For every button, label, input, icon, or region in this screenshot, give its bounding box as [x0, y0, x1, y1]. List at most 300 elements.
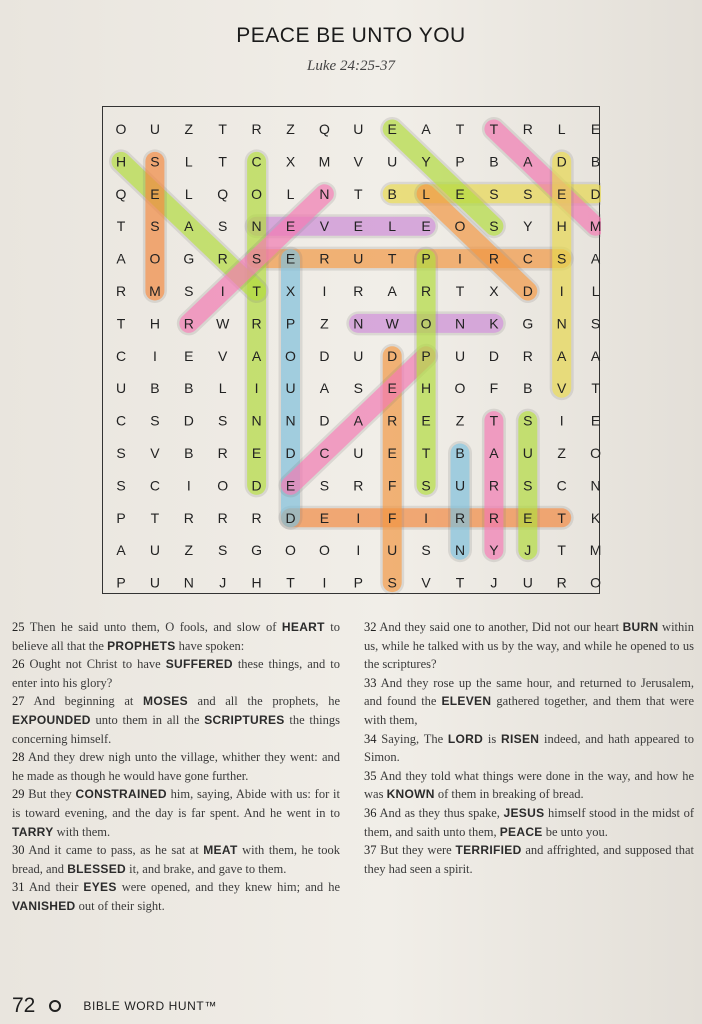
grid-letter[interactable]: M — [589, 218, 601, 235]
grid-letter[interactable]: N — [454, 542, 466, 559]
grid-letter[interactable]: L — [388, 218, 397, 235]
grid-letter[interactable]: T — [591, 380, 600, 397]
verse-text: be unto you. — [542, 824, 608, 839]
hidden-word: CONSTRAINED — [75, 787, 167, 802]
grid-letter[interactable]: Z — [557, 445, 566, 461]
grid-letter[interactable]: R — [251, 509, 262, 526]
grid-letter[interactable]: S — [218, 542, 228, 559]
grid-letter[interactable]: E — [285, 218, 296, 235]
hidden-word: BURN — [622, 620, 659, 634]
hidden-word: SUFFERED — [165, 657, 233, 672]
grid-letter[interactable]: R — [251, 121, 262, 137]
grid-letter[interactable]: Q — [318, 121, 330, 137]
grid-letter[interactable]: T — [557, 542, 566, 559]
verse — [364, 674, 694, 730]
verse-number: 32 — [364, 620, 377, 634]
grid-letter[interactable]: N — [556, 315, 567, 332]
grid-letter[interactable]: I — [356, 509, 361, 526]
grid-letter[interactable]: A — [590, 250, 601, 267]
grid-letter[interactable]: P — [116, 509, 126, 526]
grid-letter[interactable]: J — [490, 574, 498, 591]
word-search-svg — [103, 107, 601, 595]
grid-letter[interactable]: S — [590, 315, 601, 332]
verse-number: 36 — [364, 805, 377, 820]
grid-letter[interactable]: U — [353, 250, 364, 267]
grid-letter[interactable]: A — [116, 250, 126, 267]
grid-letter[interactable]: Z — [184, 121, 194, 137]
verse-text: Ought not Christ to have — [24, 657, 166, 672]
grid-letter[interactable]: R — [421, 283, 432, 299]
grid-letter[interactable]: B — [184, 380, 194, 397]
verse-text: the things concerning himself. — [12, 712, 340, 746]
grid-letter[interactable]: T — [116, 315, 126, 332]
grid-letter[interactable]: V — [353, 153, 363, 170]
verse — [12, 878, 340, 915]
grid-letter[interactable]: S — [387, 574, 397, 591]
grid-letter[interactable]: O — [251, 185, 263, 202]
grid-letter[interactable]: A — [251, 347, 262, 364]
grid-letter[interactable]: H — [115, 153, 127, 170]
grid-letter[interactable]: U — [454, 477, 466, 494]
verses-left-column — [12, 618, 340, 916]
grid-letter[interactable]: S — [150, 412, 160, 429]
grid-letter[interactable]: Q — [217, 185, 229, 202]
verse-number: 27 — [12, 694, 25, 709]
grid-letter[interactable]: Q — [115, 185, 127, 202]
grid-letter[interactable]: Z — [455, 412, 465, 429]
grid-letter[interactable]: G — [251, 542, 263, 559]
grid-letter[interactable]: P — [353, 574, 363, 591]
grid-letter[interactable]: C — [115, 412, 127, 429]
grid-letter[interactable]: V — [150, 445, 160, 461]
grid-letter[interactable]: E — [387, 445, 397, 461]
grid-letter[interactable]: E — [285, 250, 296, 267]
verse-number: 25 — [12, 620, 25, 634]
grid-letter[interactable]: U — [115, 380, 127, 397]
verse-number: 30 — [12, 843, 25, 858]
grid-letter[interactable]: U — [522, 574, 533, 591]
grid-letter[interactable]: D — [183, 412, 194, 429]
grid-letter[interactable]: J — [219, 574, 227, 591]
grid-letter[interactable]: U — [353, 121, 364, 137]
verse — [364, 730, 694, 767]
grid-letter[interactable]: T — [252, 283, 261, 299]
verse — [364, 767, 694, 804]
verse — [364, 841, 694, 878]
grid-letter[interactable]: Y — [489, 542, 499, 559]
verse — [364, 804, 694, 841]
word-highlight — [494, 129, 596, 226]
hidden-word: SCRIPTURES — [204, 712, 285, 727]
grid-letter[interactable]: E — [251, 445, 262, 461]
grid-letter[interactable]: B — [523, 380, 533, 397]
grid-letter[interactable]: I — [559, 412, 564, 429]
hidden-word: PROPHETS — [107, 638, 176, 653]
grid-letter[interactable]: U — [149, 542, 160, 559]
grid-letter[interactable]: S — [218, 412, 228, 429]
hidden-word: BLESSED — [67, 861, 126, 876]
grid-letter[interactable]: N — [183, 574, 194, 591]
grid-letter[interactable]: Z — [320, 315, 329, 332]
grid-letter[interactable]: S — [116, 445, 126, 461]
grid-letter[interactable]: S — [353, 380, 363, 397]
grid-letter[interactable]: B — [387, 185, 397, 202]
book-name: BIBLE WORD HUNT™ — [83, 999, 217, 1013]
verse-text: him, saying, Abide with us: for it is toward evening, and the day is far spent. And he went in to — [12, 787, 340, 820]
verse-text: and affrighted, and supposed that they had seen a spirit. — [364, 843, 694, 876]
grid-letter[interactable]: L — [591, 283, 600, 299]
grid-letter[interactable]: D — [488, 347, 499, 364]
verse-text: But they — [24, 787, 76, 802]
grid-letter[interactable]: I — [356, 542, 361, 559]
grid-letter[interactable]: V — [218, 347, 228, 364]
grid-letter[interactable]: I — [559, 283, 564, 299]
grid-letter[interactable]: R — [353, 477, 364, 494]
grid-letter[interactable]: U — [522, 445, 533, 461]
grid-letter[interactable]: V — [319, 218, 330, 235]
grid-letter[interactable]: N — [319, 185, 330, 202]
grid-letter[interactable]: T — [489, 412, 499, 429]
grid-letter[interactable]: T — [387, 250, 397, 267]
grid-letter[interactable]: S — [489, 185, 499, 202]
grid-letter[interactable]: U — [353, 347, 364, 364]
grid-letter[interactable]: B — [150, 380, 160, 397]
grid-letter[interactable]: R — [183, 509, 194, 526]
grid-letter[interactable]: X — [285, 153, 296, 170]
grid-letter[interactable]: T — [286, 574, 295, 591]
grid-letter[interactable]: R — [488, 509, 499, 526]
grid-letter[interactable]: U — [353, 445, 364, 461]
grid-letter[interactable]: U — [149, 574, 160, 591]
grid-letter[interactable]: O — [590, 574, 601, 591]
grid-letter[interactable]: R — [217, 445, 228, 461]
grid-letter[interactable]: O — [149, 250, 161, 267]
grid-letter[interactable]: S — [557, 250, 567, 267]
verse-number: 26 — [12, 657, 25, 672]
grid-letter[interactable]: E — [523, 509, 533, 526]
grid-letter[interactable]: C — [149, 477, 160, 494]
grid-letter[interactable]: P — [455, 153, 465, 170]
grid-letter[interactable]: S — [251, 250, 262, 267]
verses-right-column — [364, 618, 694, 878]
grid-letter[interactable]: E — [590, 412, 601, 429]
hidden-word: TERRIFIED — [455, 843, 522, 858]
verse-number: 35 — [364, 768, 377, 783]
grid-letter[interactable]: E — [353, 218, 363, 235]
grid-letter[interactable]: I — [254, 380, 259, 397]
grid-letter[interactable]: T — [421, 445, 431, 461]
grid-letter[interactable]: X — [285, 283, 296, 299]
grid-letter[interactable]: T — [455, 574, 465, 591]
grid-letter[interactable]: P — [421, 347, 431, 364]
grid-letter[interactable]: P — [421, 250, 431, 267]
verse-number: 37 — [364, 843, 377, 858]
verse-text: and all the prophets, he — [187, 694, 340, 709]
grid-letter[interactable]: R — [488, 477, 499, 494]
grid-letter[interactable]: S — [523, 477, 533, 494]
grid-letter[interactable]: I — [322, 283, 327, 299]
grid-letter[interactable]: Z — [184, 542, 194, 559]
verse-text: indeed, and hath appeared to Simon. — [364, 731, 695, 765]
grid-letter[interactable]: I — [322, 574, 327, 591]
grid-letter[interactable]: F — [489, 380, 499, 397]
grid-letter[interactable]: H — [251, 574, 262, 591]
grid-letter[interactable]: B — [489, 153, 499, 170]
grid-letter[interactable]: S — [421, 477, 431, 494]
grid-letter[interactable]: R — [454, 509, 466, 526]
grid-letter[interactable]: O — [590, 445, 601, 461]
verse-text: gathered together, and them that were with them, — [364, 694, 695, 727]
hidden-word: HEART — [281, 620, 325, 634]
hidden-word: VANISHED — [12, 898, 76, 913]
grid-letter[interactable]: Y — [523, 218, 533, 235]
grid-letter[interactable]: N — [454, 315, 466, 332]
grid-letter[interactable]: N — [353, 315, 364, 332]
grid-letter[interactable]: U — [149, 121, 160, 137]
verse — [12, 692, 340, 748]
verse-text: of them in breaking of bread. — [434, 787, 584, 802]
grid-letter[interactable]: E — [387, 380, 397, 397]
grid-letter[interactable]: W — [216, 315, 230, 332]
grid-letter[interactable]: L — [184, 153, 193, 170]
grid-letter[interactable]: E — [590, 121, 601, 137]
grid-letter[interactable]: R — [522, 347, 533, 364]
grid-letter[interactable]: T — [354, 185, 363, 202]
hidden-word: EYES — [83, 880, 117, 895]
grid-letter[interactable]: S — [489, 218, 499, 235]
grid-letter[interactable]: B — [455, 445, 465, 461]
grid-letter[interactable]: A — [184, 218, 194, 235]
verse-text: Saying, The — [376, 731, 448, 746]
grid-letter[interactable]: B — [184, 445, 194, 461]
verse-text: with them, he took bread, and — [12, 843, 340, 876]
grid-letter[interactable]: R — [556, 574, 567, 591]
grid-letter[interactable]: T — [489, 121, 499, 137]
grid-letter[interactable]: R — [217, 250, 228, 267]
grid-letter[interactable]: C — [115, 347, 127, 364]
grid-letter[interactable]: L — [218, 380, 227, 397]
grid-letter[interactable]: R — [522, 121, 533, 137]
verse-text: And they said one to another, Did not our heart — [376, 620, 623, 634]
verse-text: And they drew nigh unto the village, whither they went: and he made as though he would have gone further. — [12, 750, 340, 783]
grid-letter[interactable]: E — [455, 185, 465, 202]
grid-letter[interactable]: R — [183, 315, 194, 332]
grid-letter[interactable]: T — [455, 283, 465, 299]
grid-letter[interactable]: V — [421, 574, 431, 591]
grid-letter[interactable]: S — [150, 218, 160, 235]
word-search-grid — [102, 106, 600, 594]
verse — [12, 841, 340, 878]
grid-letter[interactable]: D — [285, 445, 296, 461]
grid-letter[interactable]: I — [220, 283, 225, 299]
grid-letter[interactable]: L — [422, 185, 430, 202]
grid-letter[interactable]: L — [557, 121, 566, 137]
grid-letter[interactable]: O — [285, 542, 296, 559]
grid-letter[interactable]: R — [488, 250, 499, 267]
grid-letter[interactable]: L — [184, 185, 193, 202]
grid-letter[interactable]: K — [489, 315, 499, 332]
grid-letter[interactable]: G — [183, 250, 195, 267]
grid-letter[interactable]: S — [116, 477, 126, 494]
grid-letter[interactable]: S — [319, 477, 330, 494]
grid-letter[interactable]: U — [387, 542, 398, 559]
grid-letter[interactable]: J — [524, 542, 532, 559]
verse-text: Then he said unto them, O fools, and slow of — [24, 620, 282, 634]
grid-letter[interactable]: E — [387, 121, 397, 137]
grid-letter[interactable]: I — [186, 477, 191, 494]
verse-text: it, and brake, and gave to them. — [125, 861, 287, 876]
grid-letter[interactable]: D — [285, 509, 296, 526]
grid-letter[interactable]: O — [285, 347, 296, 364]
grid-letter[interactable]: K — [590, 509, 601, 526]
grid-letter[interactable]: D — [590, 185, 601, 202]
grid-letter[interactable]: D — [522, 283, 533, 299]
hidden-word: MOSES — [143, 694, 188, 709]
grid-letter[interactable]: O — [454, 380, 466, 397]
verse-text: have spoken: — [175, 638, 245, 653]
hidden-word: EXPOUNDED — [12, 712, 91, 727]
grid-letter[interactable]: A — [523, 153, 533, 170]
grid-letter[interactable]: E — [150, 185, 160, 202]
grid-letter[interactable]: M — [149, 283, 161, 299]
grid-letter[interactable]: S — [421, 542, 431, 559]
verse-number: 29 — [12, 787, 25, 802]
grid-letter[interactable]: P — [285, 315, 296, 332]
grid-letter[interactable]: X — [489, 283, 499, 299]
grid-letter[interactable]: G — [522, 315, 534, 332]
grid-letter[interactable]: S — [523, 412, 533, 429]
verse — [12, 655, 340, 692]
grid-letter[interactable]: I — [152, 347, 157, 364]
grid-letter[interactable]: O — [115, 121, 127, 137]
grid-letter[interactable]: A — [421, 121, 431, 137]
grid-letter[interactable]: R — [115, 283, 127, 299]
grid-letter[interactable]: W — [385, 315, 399, 332]
grid-letter[interactable]: H — [421, 380, 432, 397]
verse-text: But they were — [376, 843, 456, 858]
grid-letter[interactable]: I — [458, 250, 462, 267]
grid-letter[interactable]: E — [184, 347, 194, 364]
grid-letter[interactable]: Z — [286, 121, 295, 137]
grid-letter[interactable]: O — [318, 542, 330, 559]
grid-letter[interactable]: U — [454, 347, 466, 364]
grid-letter[interactable]: E — [319, 509, 330, 526]
grid-letter[interactable]: A — [319, 380, 330, 397]
grid-letter[interactable]: M — [589, 542, 601, 559]
hidden-word: JESUS — [503, 805, 545, 820]
verse-text: And it came to pass, as he sat at — [24, 843, 204, 858]
verse-text: to believe all that the — [12, 620, 340, 653]
grid-letter[interactable]: S — [184, 283, 194, 299]
grid-letter[interactable]: A — [353, 412, 363, 429]
verse-text: out of their sight. — [75, 898, 165, 913]
grid-letter[interactable]: E — [285, 477, 296, 494]
grid-letter[interactable]: F — [387, 509, 397, 526]
grid-letter[interactable]: D — [556, 153, 567, 170]
grid-letter[interactable]: H — [556, 218, 567, 235]
grid-letter[interactable]: N — [285, 412, 296, 429]
grid-letter[interactable]: V — [557, 380, 567, 397]
puzzle-title: PEACE BE UNTO YOU — [236, 24, 466, 47]
hidden-word: PEACE — [499, 824, 543, 839]
grid-letter[interactable]: T — [218, 121, 227, 137]
grid-letter[interactable]: P — [116, 574, 126, 591]
grid-letter[interactable]: O — [217, 477, 229, 494]
grid-letter[interactable]: U — [387, 153, 398, 170]
grid-letter[interactable]: H — [149, 315, 160, 332]
grid-letter[interactable]: S — [150, 153, 160, 170]
grid-letter[interactable]: C — [556, 477, 567, 494]
grid-letter[interactable]: A — [116, 542, 126, 559]
bullet-dot-icon — [49, 1000, 61, 1012]
verse — [364, 618, 694, 674]
grid-letter[interactable]: F — [387, 477, 397, 494]
grid-letter[interactable]: A — [489, 445, 499, 461]
grid-letter[interactable]: R — [387, 412, 398, 429]
grid-letter[interactable]: D — [319, 347, 330, 364]
grid-letter[interactable]: T — [116, 218, 126, 235]
grid-letter[interactable]: R — [353, 283, 364, 299]
grid-letter[interactable]: T — [455, 121, 465, 137]
grid-letter[interactable]: N — [251, 218, 262, 235]
verse-text: within us, while he talked with us by the way, and while he opened to us the scriptures? — [364, 620, 694, 672]
verse-text: were opened, and they knew him; and he — [116, 880, 341, 895]
grid-letter[interactable]: E — [421, 218, 431, 235]
grid-letter[interactable]: S — [218, 218, 228, 235]
grid-letter[interactable]: E — [557, 185, 567, 202]
verse — [12, 785, 340, 841]
verse-text: himself stood in the midst of them, and saith unto them, — [364, 805, 694, 839]
grid-letter[interactable]: A — [590, 347, 601, 364]
grid-letter[interactable]: E — [421, 412, 431, 429]
grid-letter[interactable]: S — [523, 185, 533, 202]
grid-letter[interactable]: T — [150, 509, 160, 526]
grid-letter[interactable]: R — [251, 315, 262, 332]
grid-letter[interactable]: T — [218, 153, 227, 170]
verse-number: 33 — [364, 675, 377, 690]
grid-letter[interactable]: L — [286, 185, 295, 202]
grid-letter[interactable]: B — [590, 153, 601, 170]
grid-letter[interactable]: I — [424, 509, 429, 526]
grid-letter[interactable]: C — [319, 445, 330, 461]
grid-letter[interactable]: N — [590, 477, 601, 494]
grid-letter[interactable]: R — [319, 250, 330, 267]
grid-letter[interactable]: O — [454, 218, 466, 235]
verse-text: And their — [24, 880, 84, 895]
grid-letter[interactable]: Y — [421, 153, 431, 170]
page-footer — [12, 994, 217, 1018]
hidden-word: ELEVEN — [441, 694, 492, 709]
grid-letter[interactable]: D — [251, 477, 262, 494]
grid-letter[interactable]: R — [217, 509, 228, 526]
hidden-word: TARRY — [12, 824, 54, 839]
grid-letter[interactable]: A — [387, 283, 397, 299]
hidden-word: MEAT — [203, 843, 238, 858]
verse-number: 28 — [12, 750, 25, 765]
grid-letter[interactable]: A — [557, 347, 567, 364]
verse-text: is — [483, 731, 502, 746]
grid-letter[interactable]: N — [251, 412, 262, 429]
grid-letter[interactable]: C — [522, 250, 533, 267]
grid-letter[interactable]: O — [420, 315, 432, 332]
grid-letter[interactable]: T — [557, 509, 566, 526]
grid-letter[interactable]: C — [251, 153, 262, 170]
scripture-reference: Luke 24:25-37 — [307, 58, 395, 74]
grid-letter[interactable]: D — [387, 347, 398, 364]
grid-letter[interactable]: M — [318, 153, 331, 170]
grid-letter[interactable]: D — [319, 412, 330, 429]
grid-letter[interactable]: U — [285, 380, 296, 397]
